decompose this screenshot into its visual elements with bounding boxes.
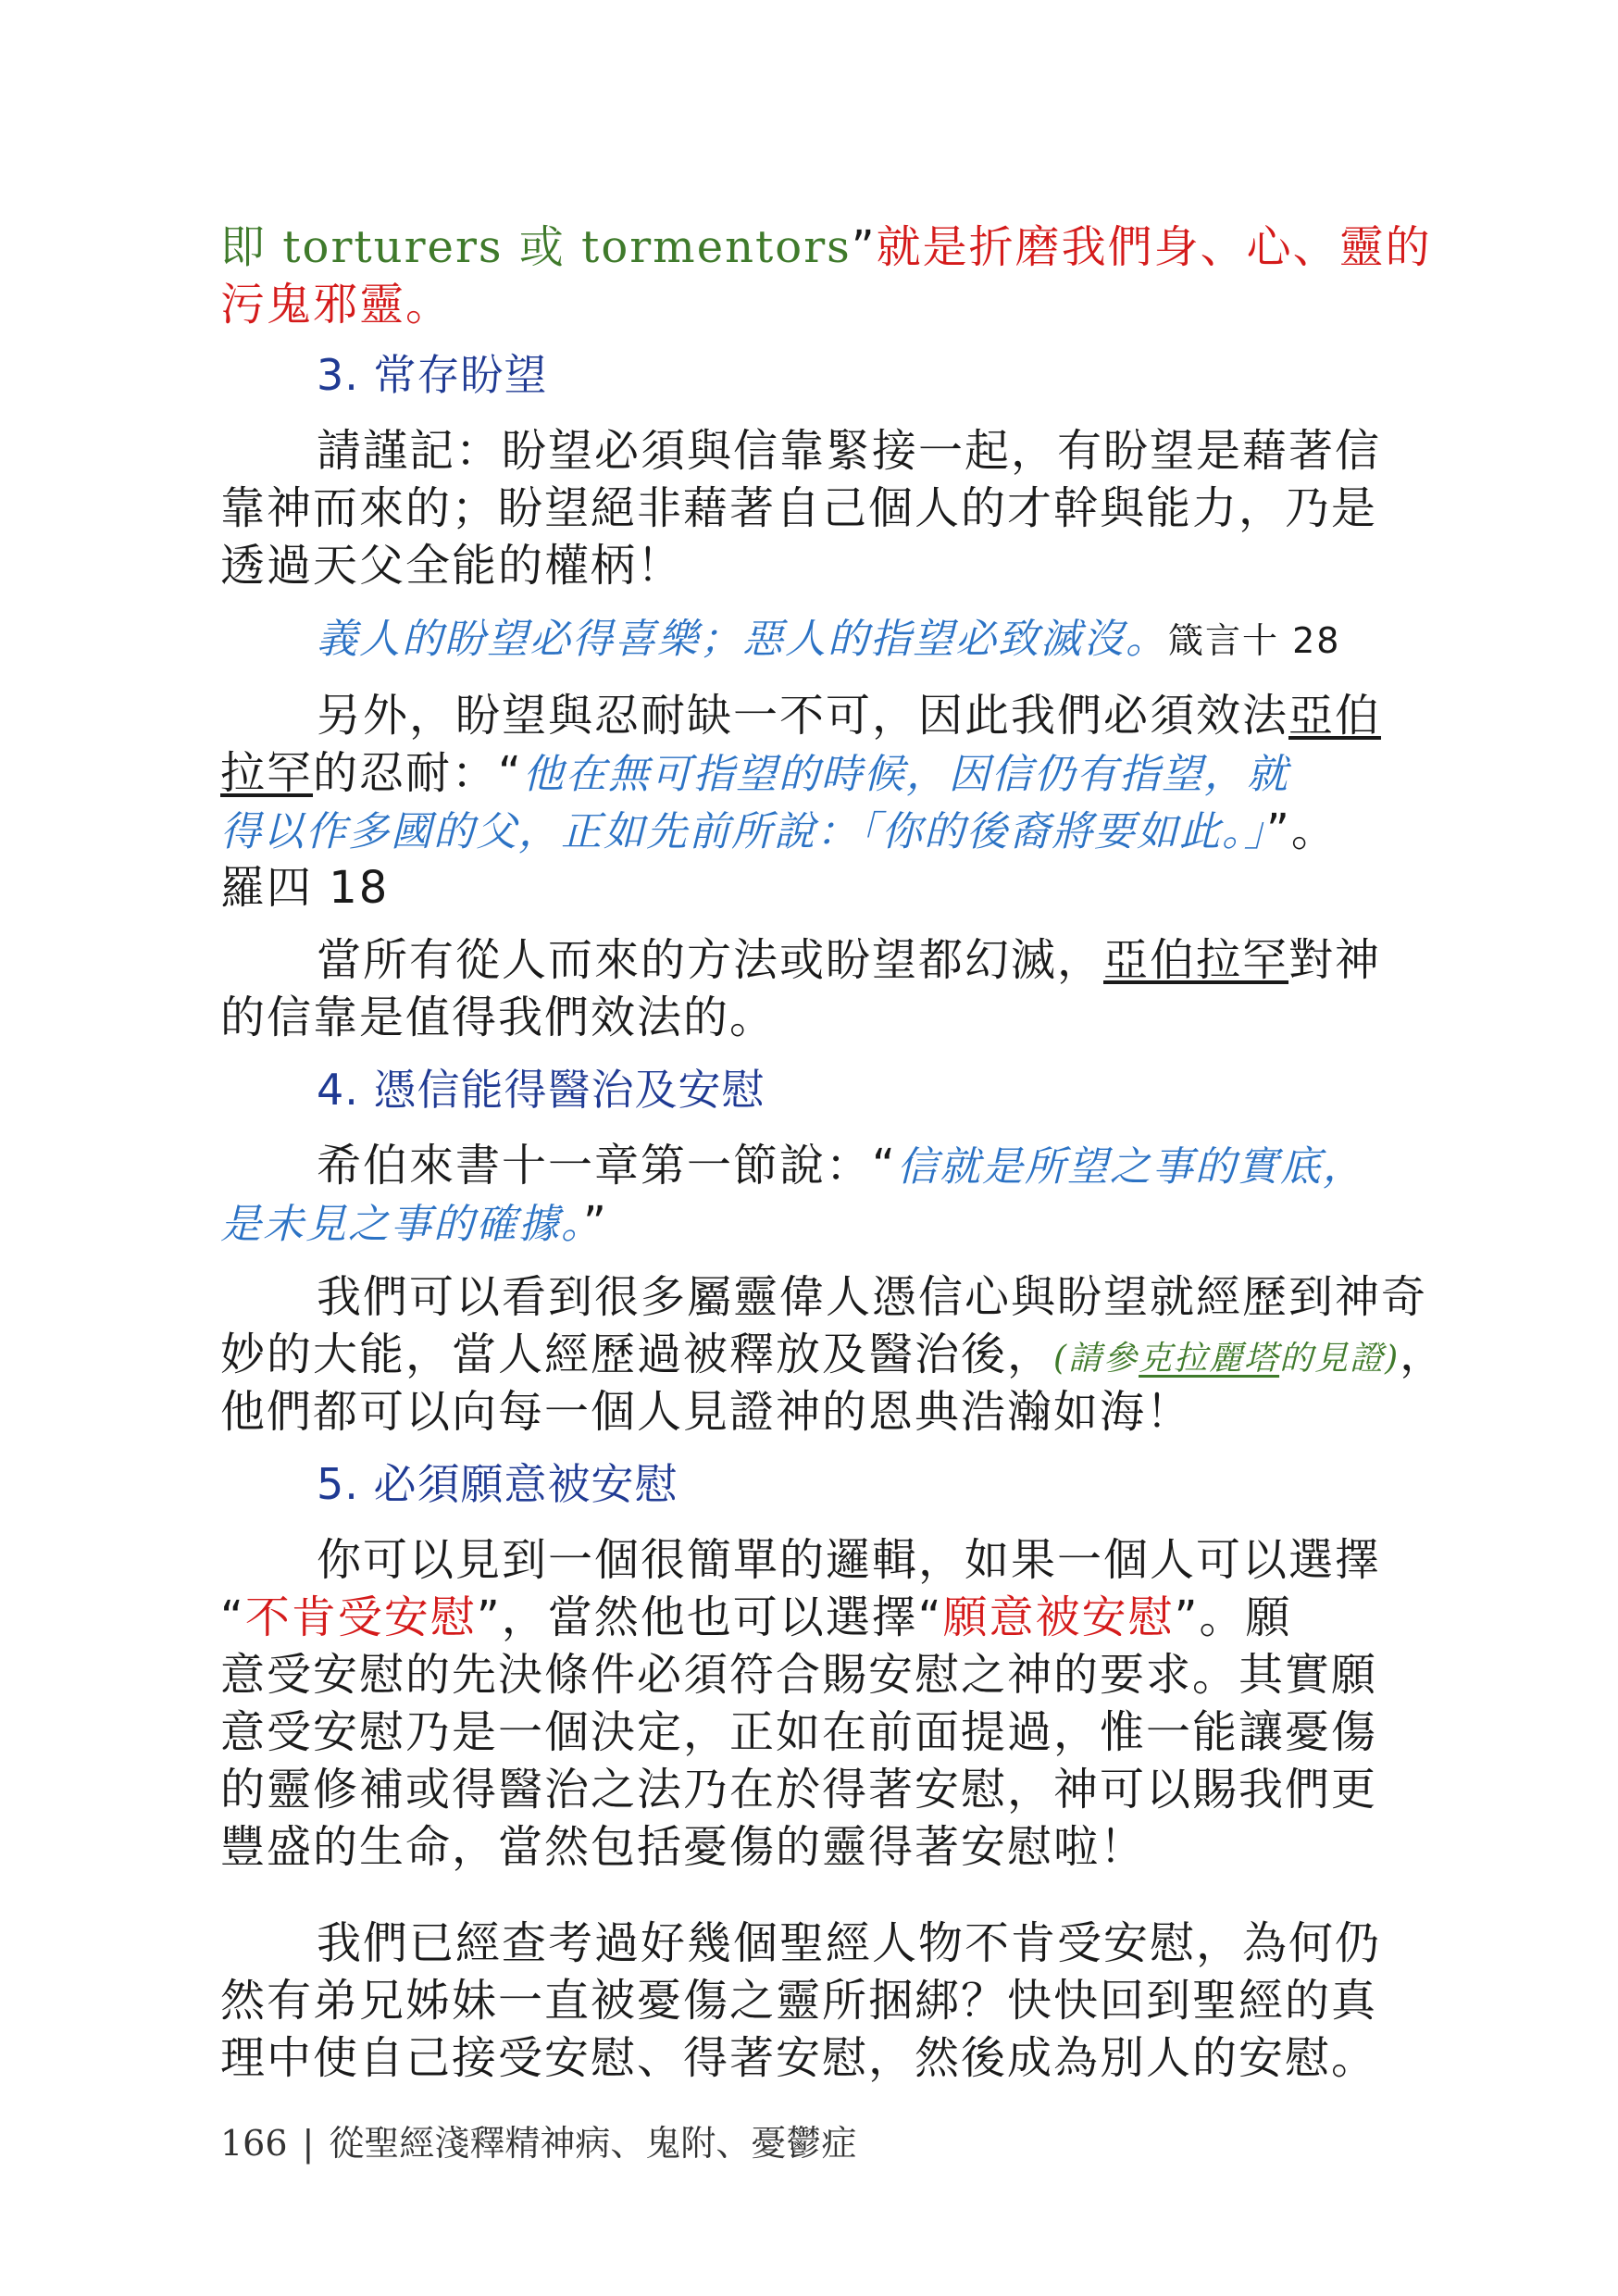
footer-separator: | <box>302 2123 315 2164</box>
quote-text: 他在無可指望的時候，因信仍有指望，就 <box>522 751 1289 798</box>
paragraph-6-line-6: 豐盛的生命，當然包括憂傷的靈得著安慰啦！ <box>220 1821 1147 1873</box>
text-span: ”。願 <box>1174 1591 1292 1643</box>
text-span: 妙的大能，當人經歷過被釋放及醫治後， <box>220 1329 1054 1380</box>
underlined-name: 亞伯 <box>1288 690 1382 742</box>
paragraph-6-line-2 <box>220 1589 1414 1646</box>
underlined-name: 拉罕 <box>220 747 314 799</box>
paragraph-5-line-3: 他們都可以向每一個人見證神的恩典浩瀚如海！ <box>220 1386 1193 1438</box>
reference-note-link[interactable]: 克拉麗塔 <box>1139 1340 1280 1378</box>
paragraph-6-line-1: 你可以見到一個很簡單的邏輯，如果一個人可以選擇 <box>317 1534 1382 1586</box>
close-quote: ” <box>583 1197 608 1249</box>
text-span: 對神 <box>1288 934 1382 986</box>
section-heading-3: 3. 常存盼望 <box>317 350 548 400</box>
paragraph-7-line-2: 然有弟兄姊妹一直被憂傷之靈所捆綁？快快回到聖經的真 <box>220 1975 1378 2027</box>
paragraph-1-line-3: 透過天父全能的權柄！ <box>220 540 684 592</box>
term-translation: 即 torturers 或 tormentors <box>220 221 852 273</box>
quote-text: 義人的盼望必得喜樂；惡人的指望必致滅沒。 <box>317 616 1168 663</box>
reference-note-open: (請參 <box>1053 1340 1139 1378</box>
paragraph-3-line-1 <box>317 931 1414 989</box>
open-quote: “ <box>220 1591 245 1643</box>
quote-reference: 箴言十 28 <box>1168 620 1341 661</box>
highlight-text: 就是折磨我們身、心、靈的 <box>876 221 1432 273</box>
text-span: ”，當然他也可以選擇“ <box>476 1591 943 1643</box>
paragraph-2-line-1 <box>317 687 1414 744</box>
text-span: 另外，盼望與忍耐缺一不可，因此我們必須效法 <box>317 690 1289 742</box>
page-number: 166 <box>220 2123 288 2164</box>
text-span: ， <box>1400 1329 1447 1380</box>
paragraph-5-line-1: 我們可以看到很多屬靈偉人憑信心與盼望就經歷到神奇 <box>317 1271 1428 1323</box>
quote-text: 得以作多國的父，正如先前所說：「你的後裔將要如此。」 <box>220 808 1266 855</box>
paragraph-5-line-2 <box>220 1326 1447 1388</box>
book-title: 從聖經淺釋精神病、鬼附、憂鬱症 <box>329 2123 857 2164</box>
paragraph-2-reference: 羅四 18 <box>220 862 390 914</box>
paragraph-6-line-4: 意受安慰乃是一個決定，正如在前面提過，惟一能讓憂傷 <box>220 1706 1378 1758</box>
text-span: ”。 <box>1266 805 1338 856</box>
paragraph-1-line-2: 靠神而來的；盼望絕非藉著自己個人的才幹與能力，乃是 <box>220 482 1378 534</box>
paragraph-4-line-1 <box>317 1137 1414 1196</box>
paragraph-0-line-2: 污鬼邪靈。 <box>220 279 453 331</box>
reference-note-close: 的見證) <box>1279 1340 1400 1378</box>
quote-text: 信就是所望之事的實底， <box>896 1143 1365 1191</box>
paragraph-7-line-3: 理中使自己接受安慰、得著安慰，然後成為別人的安慰。 <box>220 2032 1378 2084</box>
paragraph-2-line-3 <box>220 802 1414 861</box>
close-quote: ” <box>851 221 877 273</box>
paragraph-7-line-1: 我們已經查考過好幾個聖經人物不肯受安慰，為何仍 <box>317 1917 1382 1969</box>
paragraph-6-line-5: 的靈修補或得醫治之法乃在於得著安慰，神可以賜我們更 <box>220 1764 1378 1816</box>
scripture-quote-1 <box>317 609 1414 669</box>
underlined-name: 亞伯拉罕 <box>1103 934 1289 986</box>
section-heading-5: 5. 必須願意被安慰 <box>317 1459 678 1509</box>
quote-text: 是未見之事的確據。 <box>220 1201 583 1248</box>
paragraph-0-line-1 <box>220 218 1432 276</box>
page-footer <box>220 2120 856 2166</box>
paragraph-4-line-2 <box>220 1194 1414 1254</box>
paragraph-3-line-2: 的信靠是值得我們效法的。 <box>220 992 777 1043</box>
text-span: 希伯來書十一章第一節說：“ <box>317 1140 897 1192</box>
paragraph-6-line-3: 意受安慰的先決條件必須符合賜安慰之神的要求。其實願 <box>220 1649 1378 1701</box>
paragraph-1-line-1: 請謹記：盼望必須與信靠緊接一起，有盼望是藉著信 <box>317 425 1382 477</box>
text-span: 的忍耐：“ <box>313 747 523 799</box>
text-span: 當所有從人而來的方法或盼望都幻滅， <box>317 934 1104 986</box>
section-heading-4: 4. 憑信能得醫治及安慰 <box>317 1065 765 1115</box>
paragraph-2-line-2 <box>220 744 1414 804</box>
highlight-text: 不肯受安慰 <box>244 1591 477 1643</box>
highlight-text: 願意被安慰 <box>942 1591 1175 1643</box>
